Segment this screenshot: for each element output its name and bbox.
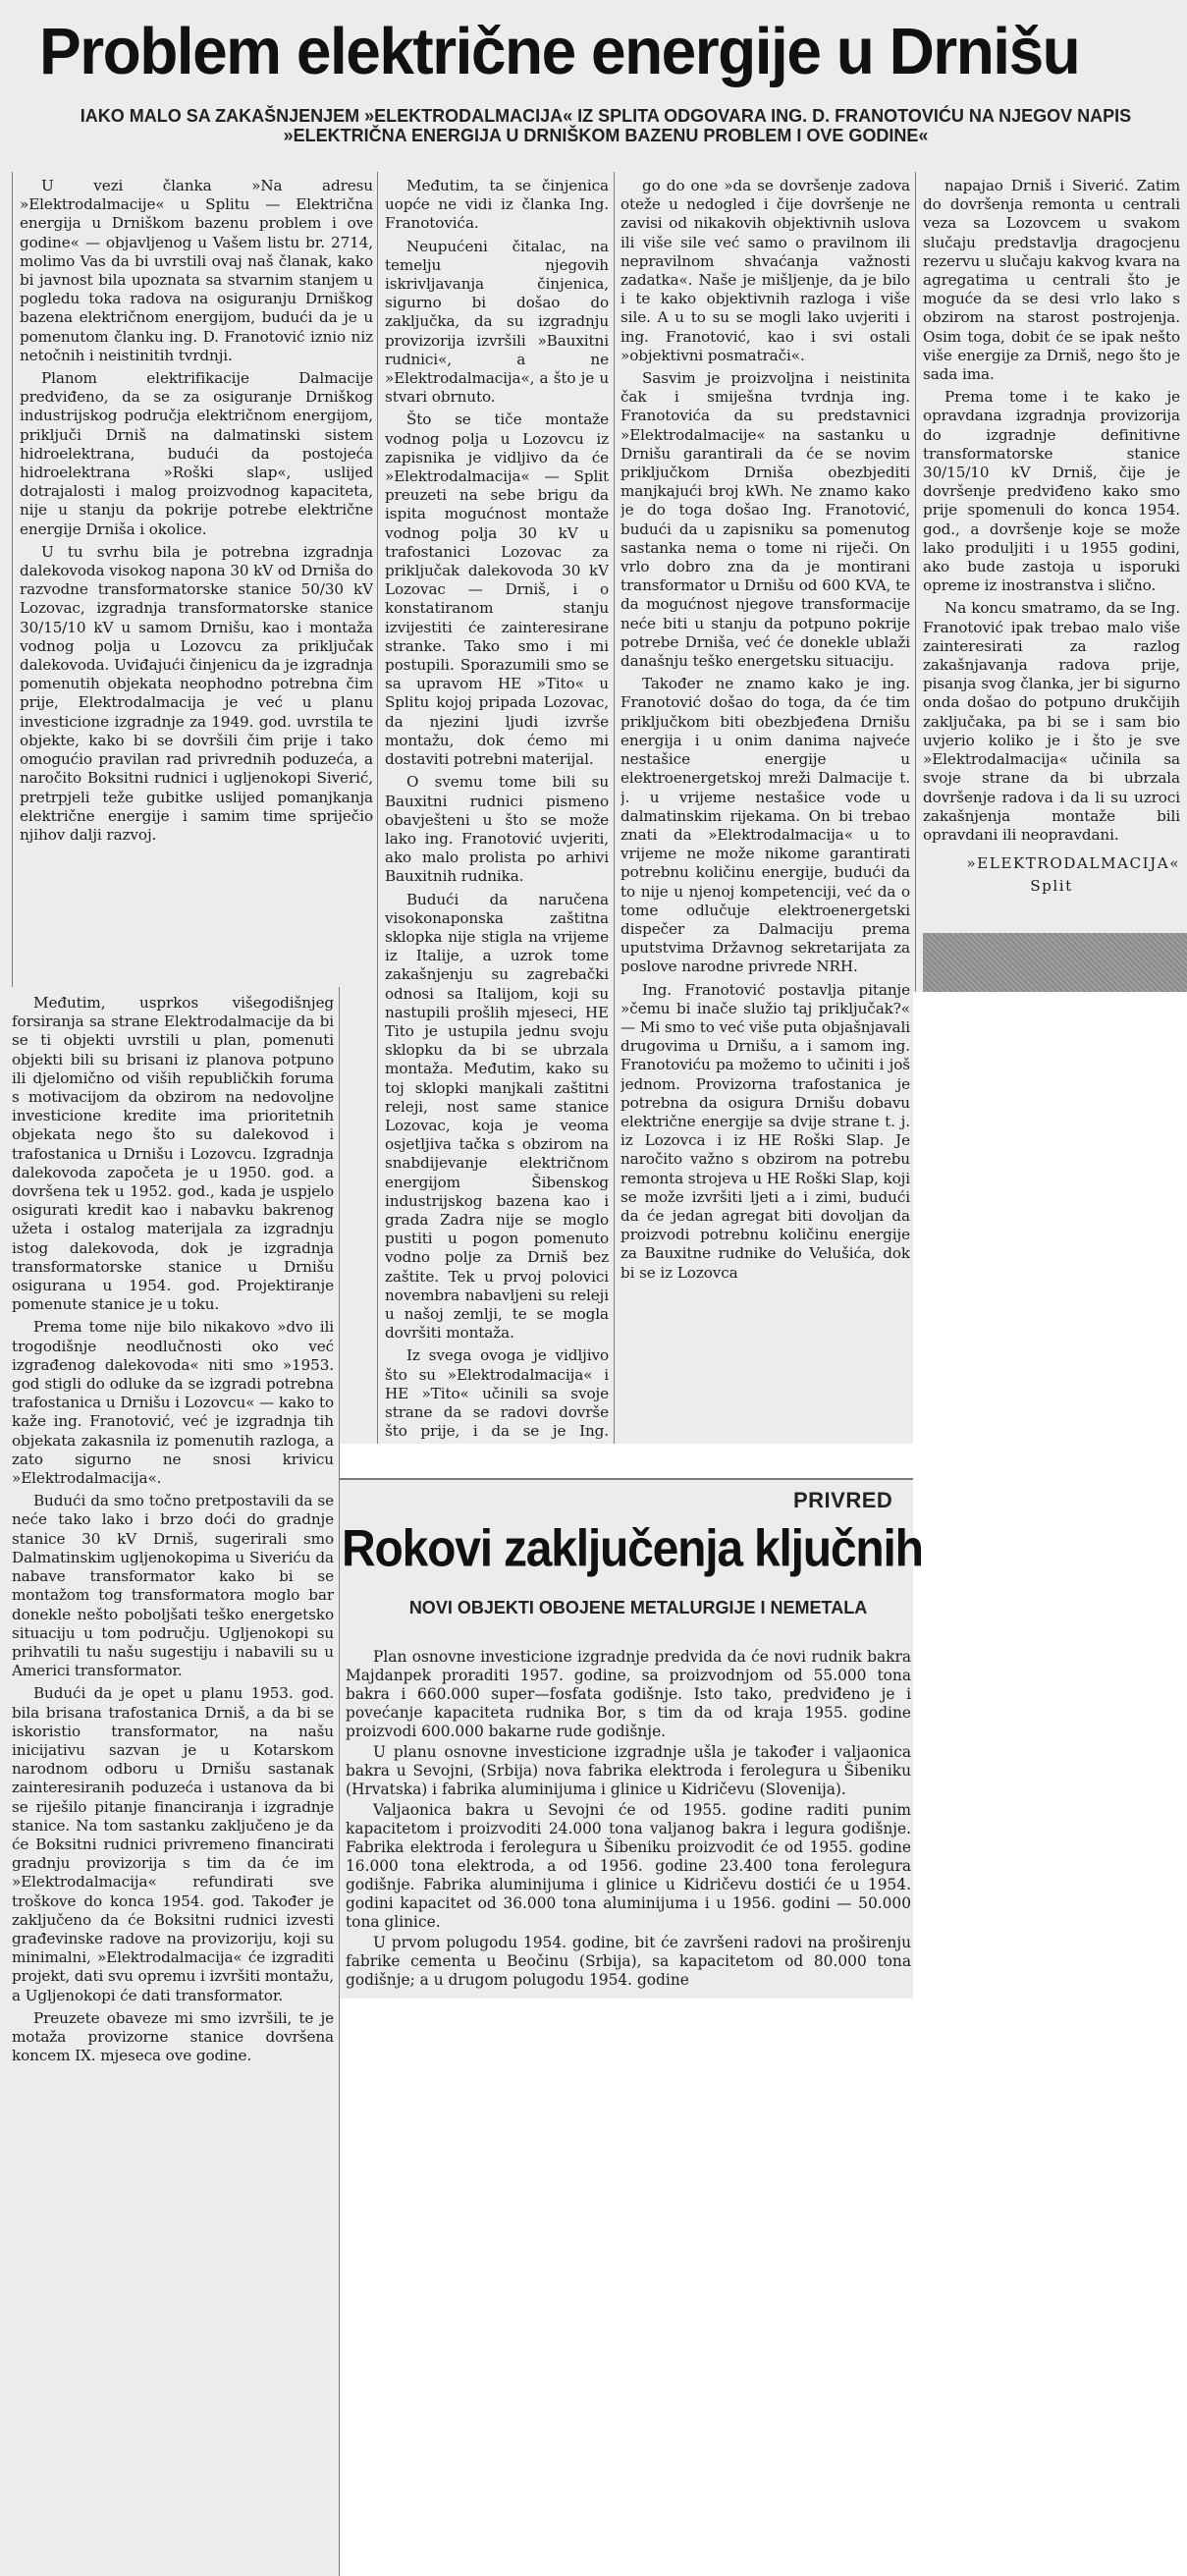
paragraph: Također ne znamo kako je ing. Franotović došao do toga, da će tim priključkom biti obezbjeđena Drnišu energija i u onim danima najveće nestašice energije u elektroenergetskoj mreži Dalmacije t. j. u vrijeme nestašice vode u dalmatinskim rijekama. On bi trebao znati da »Elektrodalmacija« u to vrijeme ne može nikome garantirati potrebnu količinu energije, budući da to nije u njenoj kompetenciji, već da o tome odlučuje elektroenergetski dispečer za Dalmaciju prema uputstvima Državnog sekretarijata za poslove narodne privrede NRH. xyxy=(620,675,910,976)
paragraph: Na koncu smatramo, da se Ing. Franotović ipak trebao malo više zainteresirati za razlog zakašnjavanja radova prije, pisanja svog članka, jer bi sigurno onda došao do potpuno drukčijih zaključaka, pa bi se i sam bio uvjerio koliko je i što je sve »Elektrodalmacija« učinila sa svoje strane da bi ubrzala dovršenje radova i da li su uzroci zakašnjenja montaže bili opravdani ili neopravdani. xyxy=(923,599,1180,844)
column-rule xyxy=(339,987,340,2576)
paragraph: go do one »da se dovršenje zadova oteže u nedogled i čije dovršenje ne zavisi od nikakovih objektivnih uslova ili više sile već samo o pravilnom ili nepravilnom shvaćanja važnosti zadatka«. Naše je mišljenje, da je bilo i te kako objektivnih razloga i više sile. A u to su se mogli lako uvjeriti i ing. Franotović, kao i svi ostali »objektivni posmatrači«. xyxy=(620,177,910,364)
article-column-4 xyxy=(620,177,910,1444)
paragraph: Budući da smo točno pretpostavili da se neće tako lako i brzo doći do gradnje stanice 30 kV Drniš, sugerirali smo Dalmatinskim ugljenokopima u Siveriću da nabave transformator kako bi se montažom tog transformatora moglo bar donekle nešto poboljšati teško energetsko situaciju u tom području. Ugljenokopi su prihvatili tu našu sugestiju i nabavili su u Americi transformator. xyxy=(12,1492,334,1680)
paragraph: U tu svrhu bila je potrebna izgradnja dalekovoda visokog napona 30 kV od Drniša do razvodne transformatorske stanice 50/30 kV Lozovac, izgradnja transformatorske stanice 30/15/10 kV u samom Drnišu, kao i montaža vodnog polja u Lozovcu za priključak dalekovoda. Uviđajući činjenicu da je izgradnja pomenutih objekata neophodno potrebna čim prije, Elektrodalmacija je već u planu investicione izgradnje za 1949. god. uvrstila te objekte, kako bi se dovršili čim prije i tako omogućio pravilan rad privrednih poduzeća, a naročito Boksitni rudnici i ugljenokopi Siverić, pretrpjeli teže gubitke uslijed pomanjkanja električne energije i samim time spriječio njihov dalji razvoj. xyxy=(20,542,373,844)
paragraph: O svemu tome bili su Bauxitni rudnici pismeno obavješteni u što se može lako ing. Franotović uvjeriti, ako malo prolista po arhivi Bauxitnih rudnika. xyxy=(385,773,609,886)
paragraph: Prema tome nije bilo nikakovo »dvo ili trogodišnje neodlučnosti oko već izgrađenog dalekovoda« niti smo »1953. god stigli do odluke da se izgradi potrebna trafostanica u Drnišu i Lozovcu« — kako to kaže ing. Franotović, već je izgradnja tih objekata zakasnila iz pomenutih razloga, a zato sigurno ne snosi krivicu »Elektrodalmacija«. xyxy=(12,1318,334,1488)
paragraph: Plan osnovne investicione izgradnje predvida da će novi rudnik bakra Majdanpek proraditi 1957. godine, sa proizvodnjom od 55.000 tona bakra i 660.000 super—fosfata godišnje. Isto tako, predviđeno je i povećanje kapaciteta rudnika Bor, s tim da od kraja 1955. godine proizvodi 600.000 bakarne rude godišnje. xyxy=(346,1648,911,1740)
scan-shadow xyxy=(923,933,1187,992)
paragraph: Planom elektrifikacije Dalmacije predviđeno, da se za osiguranje Drniškog industrijskog područja električnom energijom, priključi Drniš na dalmatinski sistem hidroelektrana, budući da postojeća hidroelektrana »Roški slap«, uslijed dotrajalosti i malog proizvodnog kapaciteta, nije u stanju da pokrije potrebe električne energije Drniša i okolice. xyxy=(20,369,373,538)
article2-top-rule xyxy=(339,1478,913,1480)
paragraph: U vezi članka »Na adresu »Elektrodalmacije« u Splitu — Električna energija u Drniškom bazenu problem i ove godine« — objavljenog u Vašem listu br. 2714, molimo Vas da bi uvrstili ovaj naš članak, kako bi javnost bila upoznata sa stvarnim stanjem u pogledu toka radova na osiguranju Drniškog bazena električnom energijom, budući da je u pomenutom članku ing. D. Franotović iznio niz netočnih i neistinitih tvrdnji. xyxy=(20,177,373,364)
signature-city: Split xyxy=(1030,877,1073,896)
paragraph: Prema tome i te kako je opravdana izgradnja provizorija do izgradnje definitivne transformatorske stanice 30/15/10 kV Drniš, čije je dovršenje predviđeno kako smo prije spomenuli do konca 1954. god., a dovršenje koje se može lako produljiti i u 1955 godini, ako bude zastoja u isporuki opreme iz inostranstva i slično. xyxy=(923,388,1180,595)
article-column-1 xyxy=(20,177,373,987)
paragraph: Sasvim je proizvoljna i neistinita čak i smiješna tvrdnja ing. Franotovića da su predstavnici »Elektrodalmacije« na sastanku u Drnišu garantirali da će se novim priključkom Drniša obezbjediti manjkajući broj kWh. Ne znamo kako je do toga došao Ing. Franotović, budući da u zapisniku sa pomenutog sastanka nema o tome ni riječi. On vrlo dobro zna da je montirani transformator u Drnišu od 600 KVA, te da mogućnost njegove transformacije neće biti u stanju da potpuno pokrije potrebe Drniša, već će donekle ublaži današnju teško energetsku situaciju. xyxy=(620,369,910,671)
article2-headline: Rokovi zaključenja ključnih xyxy=(342,1520,923,1578)
article2-body xyxy=(346,1648,911,1992)
column-rule xyxy=(12,172,13,987)
article-column-5 xyxy=(923,177,1180,933)
section-tag: PRIVRED xyxy=(793,1488,893,1512)
paragraph: Iz svega ovoga je vidljivo što su »Elektrodalmacija« i HE »Tito« učinili sa svoje strane da se radovi dovrše što prije, i da se je Ing. xyxy=(385,1346,609,1439)
paragraph: U planu osnovne investicione izgradnje ušla je također i valjaonica bakra u Sevojni, (Srbija) nova fabrika elektroda i ferolegura u Šibeniku (Hrvatska) i fabrika aluminijuma i glinice u Kidričevu (Slovenija). xyxy=(346,1743,911,1798)
paragraph: Međutim, usprkos višegodišnjeg forsiranja sa strane Elektrodalmacije da bi se ti objekti uvrstili u plan, pomenuti objekti bili su brisani iz planova potpuno ili djelomično od viših republičkih foruma s motivacijom da obzirom na nedovoljne investicione kredite ima prioritetnih objekata nego što su dalekovod i trafostanica u Drnišu i Lozovcu. Izgradnja dalekovoda započeta je u 1950. god. a dovršena tek u 1952. god., kada je uspjelo osigurati kredit kao i nabavku bakrenog užeta i ostalog materijala za izgradnju istog dalekovoda, dok je izgradnja transformatorske stanice u Drnišu osigurana u 1954. god. Projektiranje pomenute stanice je u toku. xyxy=(12,994,334,1314)
paragraph: Ing. Franotović postavlja pitanje »čemu bi inače služio taj priključak?« — Mi smo to već više puta objašnjavali drugovima u Drnišu, a i samom ing. Franotoviću pa možemo to učiniti i još jednom. Provizorna trafostanica je potrebna da osigura Drnišu dobavu električne energije sa dvije strane t. j. iz Lozovca i iz HE Roški Slap. Je naročito važno s obzirom na potrebu remonta strojeva u HE Roški Slap, koji se može izvršiti ljeti a i zimi, budući da će jedan agregat biti dovoljan da proizvodi potrebnu količinu energije za Bauxitne rudnike do Velušića, dok bi se iz Lozovca xyxy=(620,980,910,1282)
paragraph: Međutim, ta se činjenica uopće ne vidi iz članka Ing. Franotovića. xyxy=(385,177,609,233)
paragraph: Valjaonica bakra u Sevojni će od 1955. godine raditi punim kapacitetom i proizvoditi 24.000 tona valjanog bakra i legura godišnje. Fabrika elektroda i ferolegura u Šibeniku proizvodit će od 1955. godine 16.000 tona elektroda, a od 1956. godine 23.400 tona ferolegura godišnje. Fabrika aluminijuma i glinice u Kidričevu dostići će u 1954. godini kapacitet od 36.000 tona aluminijuma i u 1956. godini — 50.000 tona glinice. xyxy=(346,1801,911,1931)
column-rule xyxy=(377,172,378,1444)
article2-subheadline: NOVI OBJEKTI OBOJENE METALURGIJE I NEMETALA xyxy=(408,1598,868,1617)
article-headline: Problem električne energije u Drnišu xyxy=(39,14,1080,88)
paragraph: Preuzete obaveze mi smo izvršili, te je motaža provizorne stanice dovršena koncem IX. mjeseca ove godine. xyxy=(12,2008,334,2065)
paragraph: Što se tiče montaže vodnog polja u Lozovcu iz zapisnika je vidljivo da će »Elektrodalmacija« — Split preuzeti na sebe brigu da ispita mogućnost montaže vodnog polja 30 kV u trafostanici Lozovac za priključak dalekovoda 30 kV Lozovac — Drniš, i o konstatiranom stanju izvijestiti će zainteresirane stranke. Tako smo i mi postupili. Sporazumili smo se sa upravom HE »Tito« u Splitu kojoj pripada Lozovac, da njezini ljudi izvrše montažu, dok ćemo mi dostaviti potrebni materijal. xyxy=(385,411,609,769)
column-rule xyxy=(614,172,615,1444)
paragraph: Neupućeni čitalac, na temelju njegovih iskrivljavanja činjenica, sigurno bi došao do zaključka, da su izgradnju provizorija izvršili »Bauxitni rudnici«, a ne »Elektrodalmacija«, a što je u stvari obrnuto. xyxy=(385,237,609,407)
paragraph: Budući da je opet u planu 1953. god. bila brisana trafostanica Drniš, a da bi se iskoristio transformator, na našu inicijativu sazvan je u Kotarskom narodnom odboru u Drnišu sastanak zainteresiranih poduzeća i ustanova da bi se riješilo pitanje financiranja i izgradnje stanice. Na tom sastanku zaključeno je da će Boksitni rudnici privremeno financirati gradnju provizorija s tim da će im »Elektrodalmacija« refundirati sve troškove do konca 1954. god. Također je zaključeno da će Boksitni rudnici izvesti građevinske radove na provizoriju, koji su minimalni, »Elektrodalmacija« će izgraditi projekt, dati svu opremu i izvršiti montažu, a Ugljenokopi će dati transformator. xyxy=(12,1684,334,2004)
column-rule xyxy=(915,172,916,992)
paragraph: napajao Drniš i Siverić. Zatim do dovršenja remonta u centrali veza sa Lozovcem u svakom slučaju predstavlja dragocjenu rezervu u slučaju kakvog kvara na agregatima u centrali što je moguće da se desi vrlo lako s obzirom na starost postrojenja. Osim toga, dobit će se ipak nešto više energije za Drniš, nego što je sada ima. xyxy=(923,177,1180,384)
paragraph: U prvom polugodu 1954. godine, bit će završeni radovi na proširenju fabrike cementa u Beočinu (Srbija), sa kapacitetom od 80.000 tona godišnje; a u drugom polugodu 1954. godine xyxy=(346,1934,911,1989)
signature-organization: »ELEKTRODALMACIJA« xyxy=(966,854,1180,873)
paragraph: Budući da naručena visokonaponska zaštitna sklopka nije stigla na vrijeme iz Italije, a uzrok tome zakašnjenju su zagrebački odnosi sa Italijom, koji su nastupili prošlih mjeseci, HE Tito je ustupila jednu svoju sklopku da bi se ubrzala montaža. Međutim, kako su toj sklopki manjkali zaštitni releji, nost same stanice Lozovac, koja je veoma osjetljiva tačka s obzirom na snabdijevanje električnom energijom Šibenskog industrijskog bazena kao i grada Zadra nije se moglo pustiti u pogon pomenuto vodno polje za Drniš bez zaštite. Tek u prvoj polovici novembra nabavljeni su releji u našoj zemlji, te se mogla dovršiti montaža. xyxy=(385,890,609,1343)
article-subheadline: IAKO MALO SA ZAKAŠNJENJEM »ELEKTRODALMACIJA« IZ SPLITA ODGOVARA ING. D. FRANOTOVIĆU NA NJEGOV NAPIS »ELEKTRIČNA ENERGIJA U DRNIŠKOM BAZENU PROBLEM I OVE GODINE« xyxy=(80,106,1132,145)
article-column-2 xyxy=(12,994,334,2570)
article-column-3 xyxy=(385,177,609,1439)
